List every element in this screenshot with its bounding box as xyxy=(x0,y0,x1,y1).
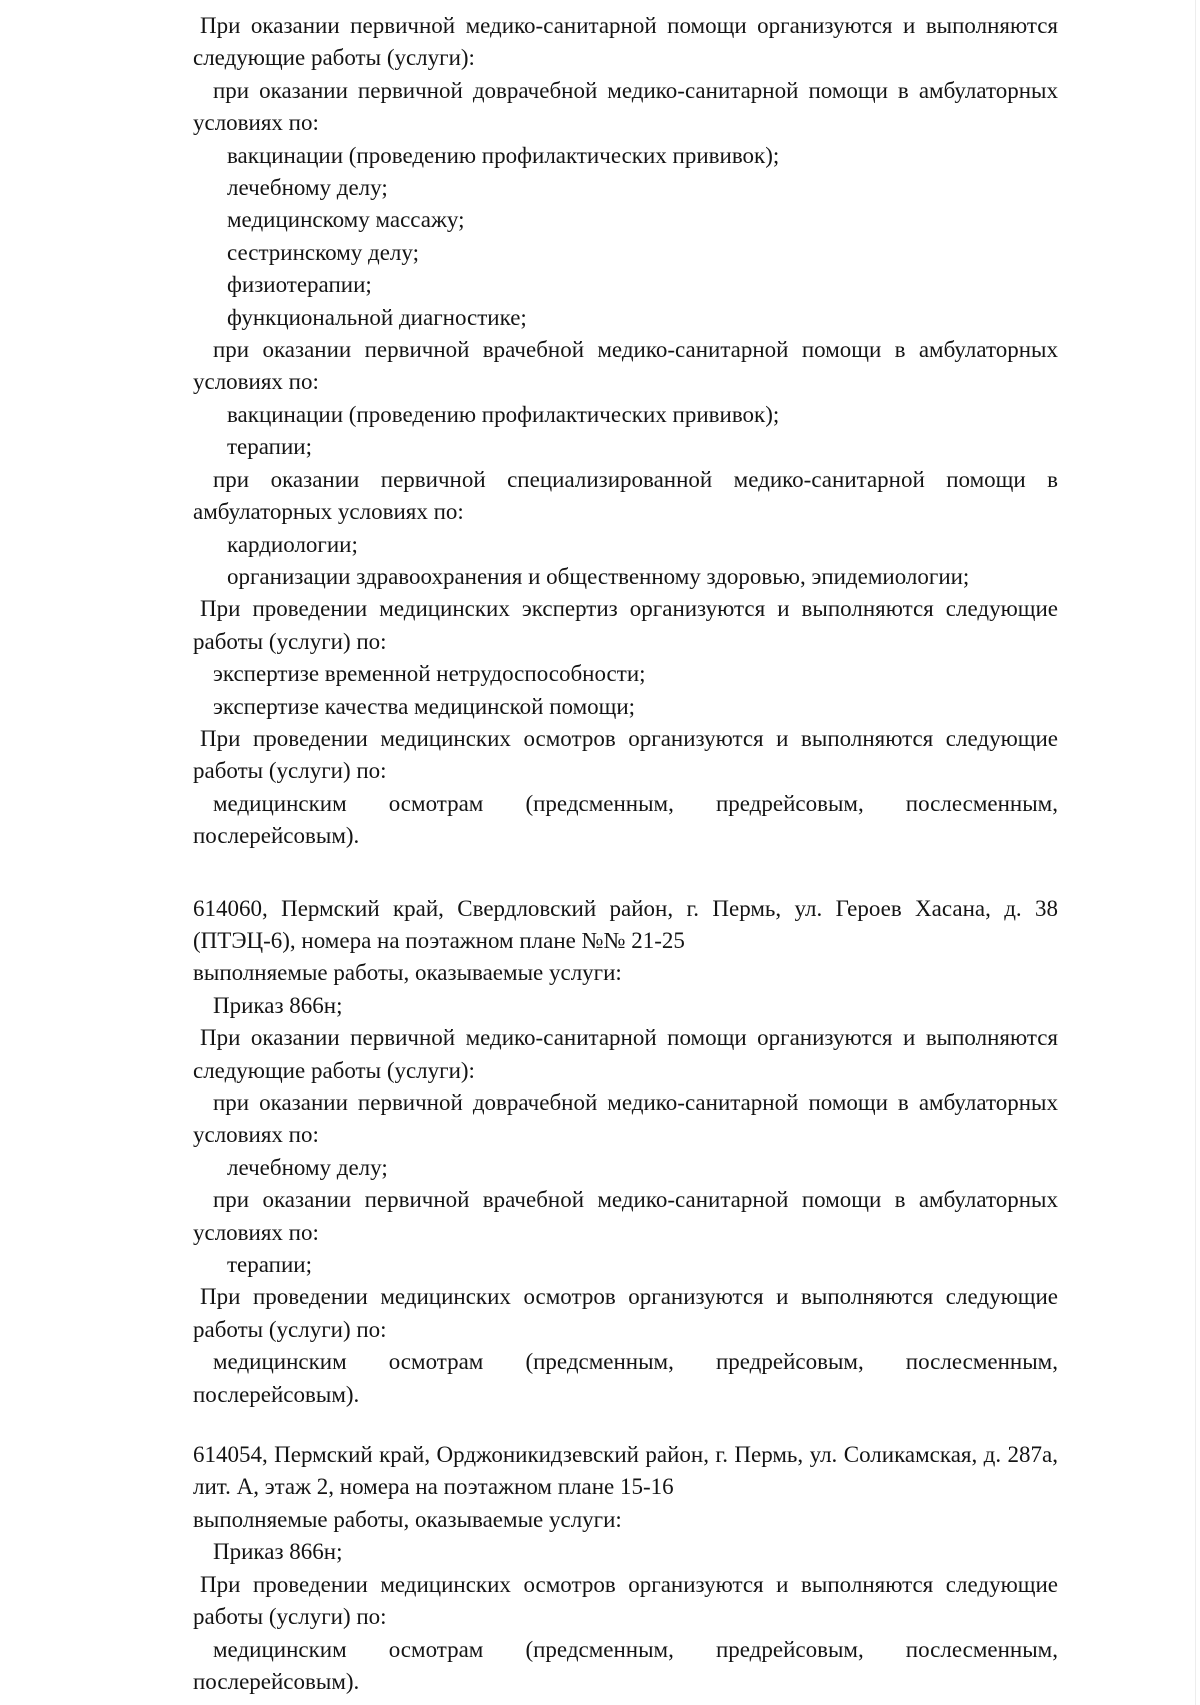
scan-edge-artifact xyxy=(1195,0,1196,1705)
service-paragraph: Приказ 866н; xyxy=(213,1539,343,1565)
service-paragraph: При оказании первичной медико-санитарной помощи организуются и выполняются следующие работы (услуги): xyxy=(193,1025,1058,1083)
service-paragraph: функциональной диагностике; xyxy=(227,304,527,330)
service-paragraph: при оказании первичной доврачебной медико-санитарной помощи в амбулаторных условиях по: xyxy=(193,77,1058,136)
section-address-614054 xyxy=(193,1439,1058,1698)
section-address-614060 xyxy=(193,893,1058,1412)
service-paragraph: организации здравоохранения и общественному здоровью, эпидемиологии; xyxy=(227,563,970,589)
service-paragraph: При проведении медицинских осмотров организуются и выполняются следующие работы (услуги) по: xyxy=(193,725,1058,784)
service-paragraph: экспертизе временной нетрудоспособности; xyxy=(213,661,646,687)
service-paragraph: медицинским осмотрам (предсменным, предрейсовым, послесменным, послерейсовым). xyxy=(193,790,1058,849)
service-paragraph: лечебному делу; xyxy=(227,175,388,201)
service-paragraph: вакцинации (проведению профилактических прививок); xyxy=(227,142,780,168)
service-paragraph: физиотерапии; xyxy=(227,272,372,298)
document-line: выполняемые работы, оказываемые услуги: xyxy=(193,1506,622,1532)
service-paragraph: экспертизе качества медицинской помощи; xyxy=(213,693,636,719)
service-paragraph: медицинскому массажу; xyxy=(227,207,465,233)
document-line: 614060, Пермский край, Свердловский район, г. Пермь, ул. Героев Хасана, д. 38 (ПТЭЦ-6), номера на поэтажном плане №№ 21-25 xyxy=(193,895,1058,953)
service-paragraph: Приказ 866н; xyxy=(213,992,343,1018)
service-paragraph: При проведении медицинских осмотров организуются и выполняются следующие работы (услуги) по: xyxy=(193,1284,1058,1342)
service-paragraph: при оказании первичной специализированной медико-санитарной помощи в амбулаторных условиях по: xyxy=(193,466,1058,525)
service-paragraph: При проведении медицинских осмотров организуются и выполняются следующие работы (услуги) по: xyxy=(193,1571,1058,1630)
document-line: 614054, Пермский край, Орджоникидзевский район, г. Пермь, ул. Соликамская, д. 287а, лит. А, этаж 2, номера на поэтажном плане 15-16 xyxy=(193,1442,1058,1500)
service-paragraph: вакцинации (проведению профилактических прививок); xyxy=(227,401,780,427)
document-line: выполняемые работы, оказываемые услуги: xyxy=(193,960,622,986)
service-paragraph: При оказании первичной медико-санитарной помощи организуются и выполняются следующие работы (услуги): xyxy=(193,13,1058,71)
service-paragraph: при оказании первичной врачебной медико-санитарной помощи в амбулаторных условиях по: xyxy=(193,1187,1058,1245)
service-paragraph: при оказании первичной врачебной медико-санитарной помощи в амбулаторных условиях по: xyxy=(193,337,1058,395)
service-paragraph: При проведении медицинских экспертиз организуются и выполняются следующие работы (услуги) по: xyxy=(193,596,1058,654)
section-services-continued xyxy=(193,10,1058,853)
service-paragraph: терапии; xyxy=(227,1252,312,1278)
service-paragraph: медицинским осмотрам (предсменным, предрейсовым, послесменным, послерейсовым). xyxy=(193,1349,1058,1407)
service-paragraph: медицинским осмотрам (предсменным, предрейсовым, послесменным, послерейсовым). xyxy=(193,1636,1058,1694)
service-paragraph: сестринскому делу; xyxy=(227,239,419,265)
service-paragraph: кардиологии; xyxy=(227,531,358,557)
service-paragraph: лечебному делу; xyxy=(227,1154,388,1180)
license-text-block xyxy=(193,10,1058,1698)
service-paragraph: при оказании первичной доврачебной медико-санитарной помощи в амбулаторных условиях по: xyxy=(193,1090,1058,1148)
service-paragraph: терапии; xyxy=(227,434,312,460)
